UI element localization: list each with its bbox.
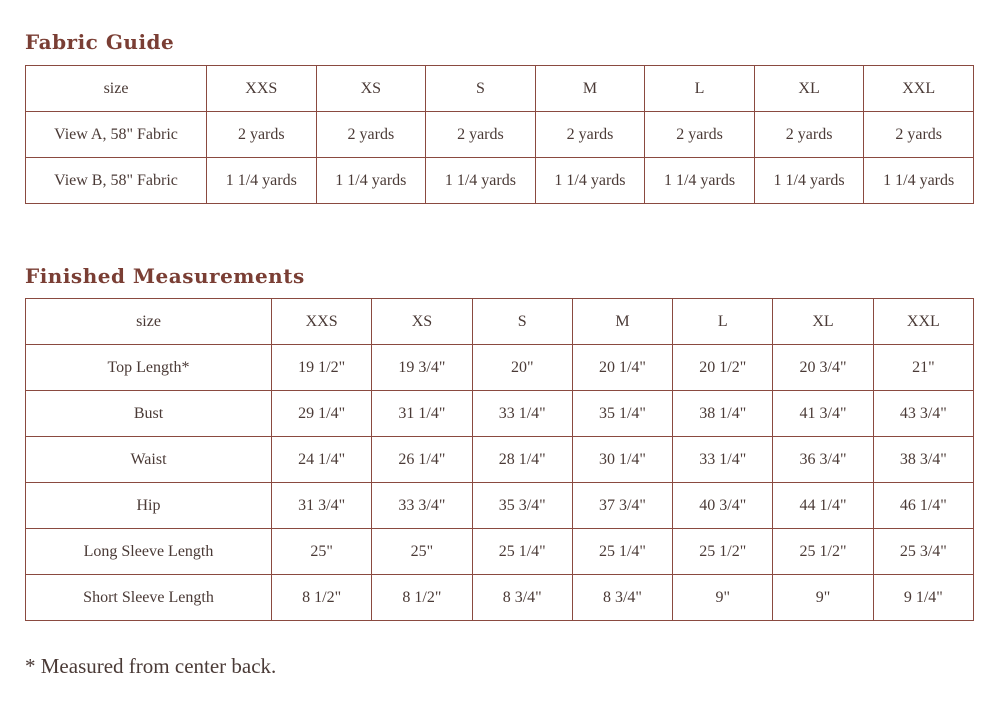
table-cell: 19 3/4" bbox=[372, 345, 472, 391]
table-cell: 2 yards bbox=[645, 112, 755, 158]
size-header-cell: size bbox=[26, 66, 207, 112]
table-cell: 9" bbox=[773, 575, 873, 621]
table-cell: 25 1/4" bbox=[472, 529, 572, 575]
row-label-cell: View B, 58" Fabric bbox=[26, 158, 207, 204]
table-cell: 33 1/4" bbox=[673, 437, 773, 483]
table-cell: 36 3/4" bbox=[773, 437, 873, 483]
header-row bbox=[26, 299, 974, 345]
table-cell: 2 yards bbox=[316, 112, 426, 158]
row-label-cell: View A, 58" Fabric bbox=[26, 112, 207, 158]
table-cell: 37 3/4" bbox=[572, 483, 672, 529]
size-column-header: XS bbox=[316, 66, 426, 112]
table-cell: 9 1/4" bbox=[873, 575, 973, 621]
table-cell: 9" bbox=[673, 575, 773, 621]
table-cell: 41 3/4" bbox=[773, 391, 873, 437]
table-cell: 28 1/4" bbox=[472, 437, 572, 483]
table-cell: 1 1/4 yards bbox=[426, 158, 536, 204]
table-cell: 1 1/4 yards bbox=[207, 158, 317, 204]
table-cell: 38 3/4" bbox=[873, 437, 973, 483]
row-label-cell: Waist bbox=[26, 437, 272, 483]
size-column-header: XXL bbox=[864, 66, 974, 112]
table-cell: 33 3/4" bbox=[372, 483, 472, 529]
table-cell: 30 1/4" bbox=[572, 437, 672, 483]
table-cell: 2 yards bbox=[535, 112, 645, 158]
table-cell: 8 3/4" bbox=[472, 575, 572, 621]
table-cell: 43 3/4" bbox=[873, 391, 973, 437]
table-cell: 33 1/4" bbox=[472, 391, 572, 437]
table-cell: 1 1/4 yards bbox=[535, 158, 645, 204]
table-cell: 20 1/4" bbox=[572, 345, 672, 391]
table-cell: 21" bbox=[873, 345, 973, 391]
table-cell: 1 1/4 yards bbox=[316, 158, 426, 204]
size-header-cell: size bbox=[26, 299, 272, 345]
table-cell: 1 1/4 yards bbox=[864, 158, 974, 204]
fabric-guide-table bbox=[25, 65, 974, 204]
row-label-cell: Short Sleeve Length bbox=[26, 575, 272, 621]
table-cell: 25" bbox=[272, 529, 372, 575]
table-cell: 26 1/4" bbox=[372, 437, 472, 483]
table-row bbox=[26, 483, 974, 529]
table-cell: 44 1/4" bbox=[773, 483, 873, 529]
size-column-header: XL bbox=[754, 66, 864, 112]
table-cell: 20 1/2" bbox=[673, 345, 773, 391]
size-column-header: M bbox=[535, 66, 645, 112]
table-cell: 38 1/4" bbox=[673, 391, 773, 437]
table-cell: 19 1/2" bbox=[272, 345, 372, 391]
table-cell: 1 1/4 yards bbox=[645, 158, 755, 204]
table-cell: 8 1/2" bbox=[372, 575, 472, 621]
row-label-cell: Long Sleeve Length bbox=[26, 529, 272, 575]
table-cell: 8 3/4" bbox=[572, 575, 672, 621]
table-cell: 20 3/4" bbox=[773, 345, 873, 391]
table-cell: 40 3/4" bbox=[673, 483, 773, 529]
table-row bbox=[26, 437, 974, 483]
table-row bbox=[26, 158, 974, 204]
table-cell: 24 1/4" bbox=[272, 437, 372, 483]
table-cell: 2 yards bbox=[426, 112, 536, 158]
table-row bbox=[26, 345, 974, 391]
size-column-header: XXL bbox=[873, 299, 973, 345]
table-row bbox=[26, 575, 974, 621]
table-cell: 31 1/4" bbox=[372, 391, 472, 437]
size-column-header: L bbox=[645, 66, 755, 112]
size-column-header: XXS bbox=[272, 299, 372, 345]
table-cell: 29 1/4" bbox=[272, 391, 372, 437]
table-cell: 25 1/2" bbox=[773, 529, 873, 575]
table-cell: 46 1/4" bbox=[873, 483, 973, 529]
table-cell: 25 1/4" bbox=[572, 529, 672, 575]
size-column-header: S bbox=[426, 66, 536, 112]
table-cell: 35 1/4" bbox=[572, 391, 672, 437]
footnote: * Measured from center back. bbox=[25, 654, 277, 678]
table-cell: 2 yards bbox=[754, 112, 864, 158]
row-label-cell: Bust bbox=[26, 391, 272, 437]
finished-measurements-table bbox=[25, 298, 974, 621]
table-cell: 1 1/4 yards bbox=[754, 158, 864, 204]
size-column-header: XS bbox=[372, 299, 472, 345]
table-row bbox=[26, 529, 974, 575]
table-cell: 8 1/2" bbox=[272, 575, 372, 621]
size-column-header: M bbox=[572, 299, 672, 345]
table-cell: 31 3/4" bbox=[272, 483, 372, 529]
table-cell: 25 1/2" bbox=[673, 529, 773, 575]
table-cell: 2 yards bbox=[864, 112, 974, 158]
size-column-header: L bbox=[673, 299, 773, 345]
row-label-cell: Hip bbox=[26, 483, 272, 529]
table-cell: 25" bbox=[372, 529, 472, 575]
size-column-header: S bbox=[472, 299, 572, 345]
size-column-header: XXS bbox=[207, 66, 317, 112]
table-cell: 20" bbox=[472, 345, 572, 391]
size-column-header: XL bbox=[773, 299, 873, 345]
finished-measurements-title: Finished Measurements bbox=[25, 264, 305, 288]
table-cell: 35 3/4" bbox=[472, 483, 572, 529]
table-cell: 25 3/4" bbox=[873, 529, 973, 575]
table-row bbox=[26, 112, 974, 158]
table-row bbox=[26, 391, 974, 437]
table-cell: 2 yards bbox=[207, 112, 317, 158]
header-row bbox=[26, 66, 974, 112]
fabric-guide-title: Fabric Guide bbox=[25, 30, 175, 54]
row-label-cell: Top Length* bbox=[26, 345, 272, 391]
